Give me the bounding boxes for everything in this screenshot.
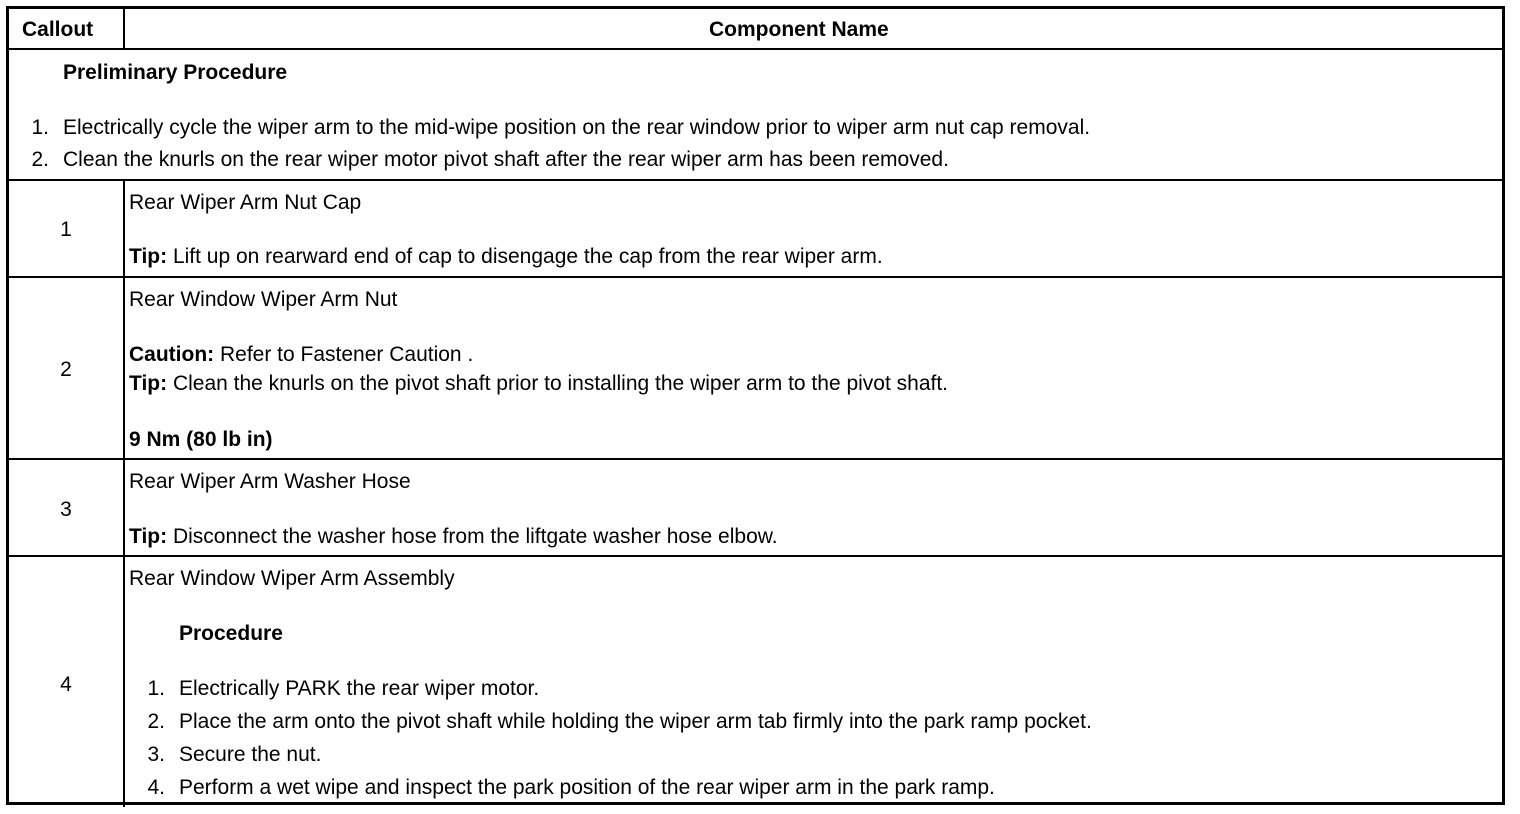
- tip-label: Tip:: [129, 525, 168, 548]
- tip-label: Tip:: [129, 245, 168, 268]
- callout-number: 3: [60, 498, 72, 521]
- tip-text: Lift up on rearward end of cap to disengage the cap from the rear wiper arm.: [167, 245, 883, 268]
- tip-text: Disconnect the washer hose from the liftgate washer hose elbow.: [167, 525, 778, 548]
- procedure-step-num: 2.: [147, 710, 165, 733]
- row-rule: [9, 555, 1502, 557]
- header-rule: [9, 48, 1502, 50]
- tip-text: Clean the knurls on the pivot shaft prior to installing the wiper arm to the pivot shaft.: [167, 372, 949, 395]
- row-rule: [9, 276, 1502, 278]
- row-rule: [9, 458, 1502, 460]
- preliminary-step-num: 1.: [31, 116, 49, 139]
- procedure-step-num: 3.: [147, 743, 165, 766]
- procedure-step-num: 4.: [147, 776, 165, 799]
- preliminary-step-num: 2.: [31, 148, 49, 171]
- procedure-title: Procedure: [179, 622, 283, 645]
- preliminary-title: Preliminary Procedure: [63, 61, 288, 84]
- procedure-step-text: Place the arm onto the pivot shaft while holding the wiper arm tab firmly into the park ramp pocket.: [179, 710, 1092, 733]
- callout-number: 1: [60, 218, 72, 241]
- callout-number: 4: [60, 673, 72, 696]
- header-component-name: Component Name: [709, 18, 889, 41]
- component-name: Rear Window Wiper Arm Assembly: [129, 567, 455, 590]
- tip-label: Tip:: [129, 372, 168, 395]
- component-name: Rear Window Wiper Arm Nut: [129, 288, 398, 311]
- preliminary-step-text: Clean the knurls on the rear wiper motor pivot shaft after the rear wiper arm has been removed.: [63, 148, 949, 171]
- service-procedure-table: [6, 6, 1505, 805]
- procedure-step-num: 1.: [147, 677, 165, 700]
- component-name: Rear Wiper Arm Washer Hose: [129, 470, 411, 493]
- tip-note: [129, 245, 883, 269]
- procedure-step-text: Perform a wet wipe and inspect the park position of the rear wiper arm in the park ramp.: [179, 776, 995, 799]
- procedure-step-text: Secure the nut.: [179, 743, 322, 766]
- tip-note: [129, 372, 948, 396]
- caution-note: [129, 343, 473, 367]
- callout-number: 2: [60, 358, 72, 381]
- caution-text: Refer to Fastener Caution .: [214, 343, 474, 366]
- torque-spec: 9 Nm (80 lb in): [129, 428, 273, 451]
- caution-label: Caution:: [129, 343, 215, 366]
- row-rule: [9, 179, 1502, 181]
- preliminary-step-text: Electrically cycle the wiper arm to the mid-wipe position on the rear window prior to wiper arm nut cap removal.: [63, 116, 1091, 139]
- column-divider: [123, 179, 125, 807]
- tip-note: [129, 525, 778, 549]
- header-callout: Callout: [22, 18, 94, 41]
- component-name: Rear Wiper Arm Nut Cap: [129, 191, 362, 214]
- header-divider: [123, 9, 125, 48]
- procedure-step-text: Electrically PARK the rear wiper motor.: [179, 677, 540, 700]
